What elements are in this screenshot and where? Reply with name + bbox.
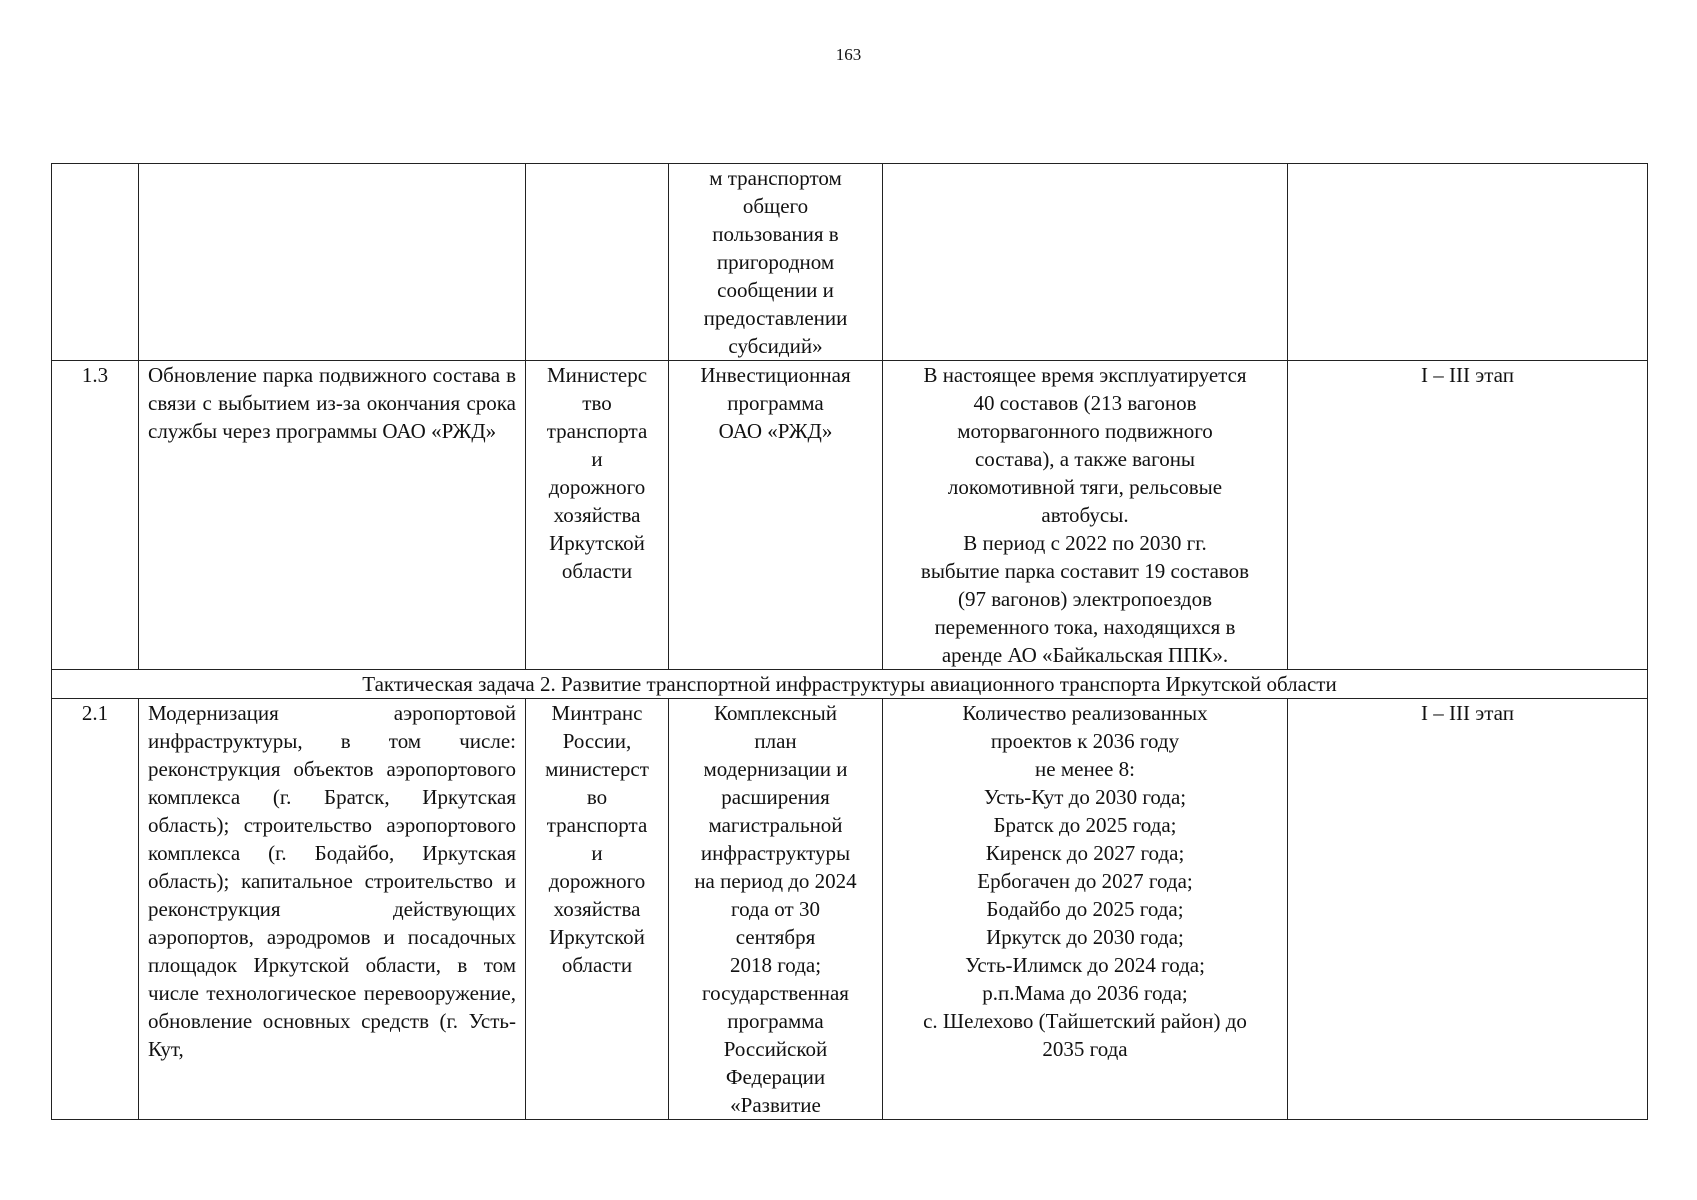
measures-table xyxy=(51,163,1648,1120)
row-number: 1.3 xyxy=(52,361,139,670)
measure-name: Модернизация аэропортовой инфраструктуры, в том числе: реконструкция объектов аэропортового комплекса (г. Братск, Иркутская область); строительство аэропортового комплекса (г. Бодайбо, Иркутская область); капитальное строительство и реконструкция действующих аэропортов, аэродромов и посадочных площадок Иркутской области, в том числе технологическое перевооружение, обновление основных средств (г. Усть-Кут, xyxy=(139,699,526,1120)
row-number xyxy=(52,164,139,361)
page-number: 163 xyxy=(835,45,862,64)
expected-result: Количество реализованных проектов к 2036 году не менее 8: Усть-Кут до 2030 года; Братск до 2025 года; Киренск до 2027 года; Ербогачен до 2027 года; Бодайбо до 2025 года; Иркутск до 2030 года; Усть-Илимск до 2024 года; р.п.Мама до 2036 года; с. Шелехово (Тайшетский район) до 2035 года xyxy=(883,699,1288,1120)
responsible-executor: Минтранс России, министерст во транспорта и дорожного хозяйства Иркутской области xyxy=(526,699,669,1120)
measure-name: Обновление парка подвижного состава в связи с выбытием из-за окончания срока службы через программы ОАО «РЖД» xyxy=(139,361,526,670)
funding-source: м транспортом общего пользования в пригородном сообщении и предоставлении субсидий» xyxy=(669,164,883,361)
measure-name xyxy=(139,164,526,361)
table-row xyxy=(52,361,1648,670)
funding-source: Комплексный план модернизации и расширения магистральной инфраструктуры на период до 2024 года от 30 сентября 2018 года; государственная программа Российской Федерации «Развитие xyxy=(669,699,883,1120)
expected-result: В настоящее время эксплуатируется 40 составов (213 вагонов моторвагонного подвижного состава), а также вагоны локомотивной тяги, рельсовые автобусы. В период с 2022 по 2030 гг. выбытие парка составит 19 составов (97 вагонов) электропоездов переменного тока, находящихся в аренде АО «Байкальская ППК». xyxy=(883,361,1288,670)
implementation-stage: I – III этап xyxy=(1288,361,1648,670)
section-row xyxy=(52,670,1648,699)
funding-source: Инвестиционная программа ОАО «РЖД» xyxy=(669,361,883,670)
implementation-stage: I – III этап xyxy=(1288,699,1648,1120)
section-heading: Тактическая задача 2. Развитие транспортной инфраструктуры авиационного транспорта Иркутской области xyxy=(52,670,1648,699)
implementation-stage xyxy=(1288,164,1648,361)
table-row xyxy=(52,699,1648,1120)
table-row xyxy=(52,164,1648,361)
responsible-executor xyxy=(526,164,669,361)
expected-result xyxy=(883,164,1288,361)
row-number: 2.1 xyxy=(52,699,139,1120)
responsible-executor: Министерс тво транспорта и дорожного хозяйства Иркутской области xyxy=(526,361,669,670)
